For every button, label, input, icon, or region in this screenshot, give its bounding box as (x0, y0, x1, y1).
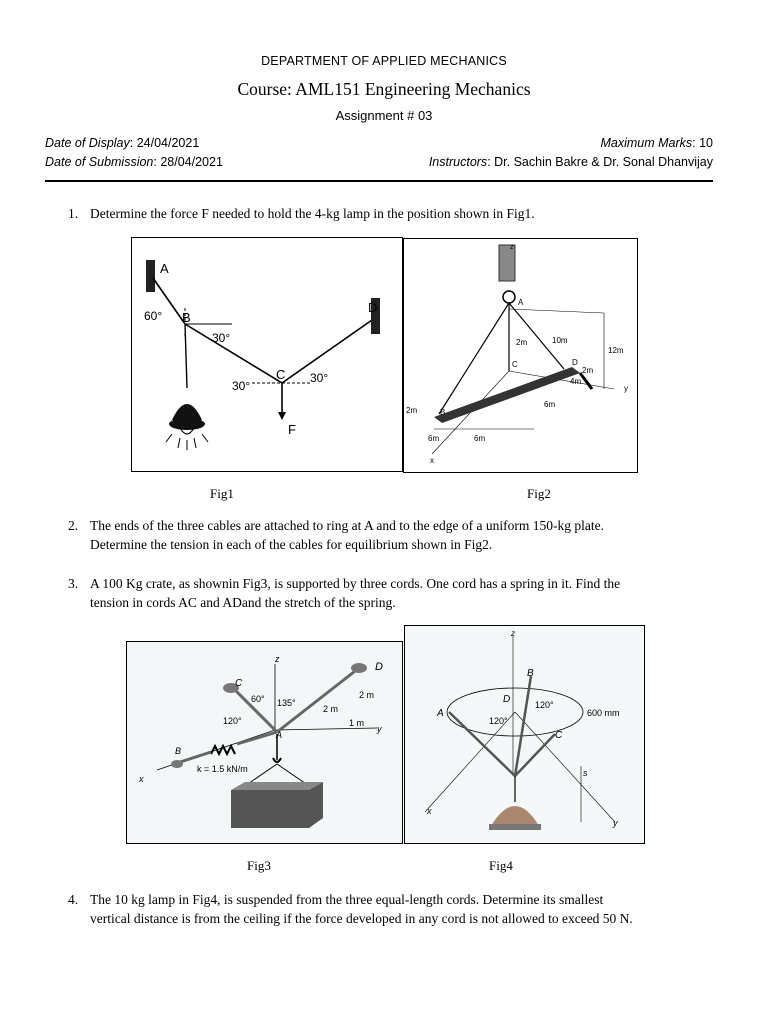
figure-4-drawing (405, 626, 644, 843)
svg-text:2m: 2m (406, 406, 418, 415)
question-1: 1. Determine the force F needed to hold the 4-kg lamp in the position shown in Fig1. (68, 206, 535, 221)
svg-text:A: A (518, 298, 524, 307)
figure-4 (404, 625, 645, 844)
svg-text:1 m: 1 m (349, 718, 365, 728)
figure-3 (126, 641, 403, 844)
instructors: Instructors: Dr. Sachin Bakre & Dr. Sonal Dhanvijay (428, 155, 713, 169)
svg-text:z: z (511, 629, 515, 638)
svg-text:D: D (572, 358, 578, 367)
svg-text:2 m: 2 m (359, 690, 375, 700)
svg-text:A: A (437, 708, 444, 719)
svg-text:z: z (510, 244, 514, 251)
svg-text:s: s (583, 768, 588, 778)
date-of-submission: Date of Submission: 28/04/2021 (45, 155, 223, 169)
svg-text:120°: 120° (489, 716, 508, 726)
question-2: 2. The ends of the three cables are attached to ring at A and to the edge of a uniform 150-kg plate. Determine the tension in each of the cables for equilibrium shown in Fig2. (68, 518, 604, 552)
svg-text:600 mm: 600 mm (587, 708, 620, 718)
fig3-caption: Fig3 (247, 858, 271, 873)
svg-text:z: z (275, 654, 280, 664)
figure-2-drawing (404, 239, 637, 472)
svg-text:y: y (613, 818, 618, 828)
svg-text:y: y (624, 384, 628, 393)
fig4-caption: Fig4 (489, 858, 513, 873)
label-30-c-left: 30° (232, 379, 251, 393)
svg-text:C: C (555, 730, 563, 741)
maximum-marks: Maximum Marks: 10 (600, 136, 713, 150)
svg-text:6m: 6m (428, 434, 440, 443)
svg-text:B: B (440, 408, 446, 417)
svg-text:x: x (430, 456, 434, 465)
label-60: 60° (144, 309, 163, 323)
svg-text:x: x (139, 774, 144, 784)
figure-2 (403, 238, 638, 473)
svg-text:2m: 2m (516, 338, 528, 347)
fig1-caption: Fig1 (210, 486, 234, 501)
figure-1-drawing (132, 238, 402, 471)
svg-text:2 m: 2 m (323, 704, 339, 714)
course-title: Course: AML151 Engineering Mechanics (237, 79, 531, 99)
label-B: B (182, 310, 191, 325)
fig2-caption: Fig2 (527, 486, 551, 501)
label-F: F (288, 422, 296, 437)
svg-text:6m: 6m (474, 434, 486, 443)
svg-text:x: x (427, 806, 432, 816)
svg-text:4m: 4m (570, 377, 582, 386)
assignment-number: Assignment # 03 (335, 108, 433, 123)
svg-text:D: D (375, 661, 383, 673)
svg-text:B: B (527, 668, 534, 679)
label-30-c-right: 30° (310, 371, 329, 385)
svg-text:B: B (175, 746, 182, 756)
header-divider (45, 180, 713, 182)
svg-text:120°: 120° (535, 700, 554, 710)
question-3: 3. A 100 Kg crate, as shownin Fig3, is supported by three cords. One cord has a spring in it. Find the tension in cords AC and ADand the stretch of the spring. (68, 576, 621, 610)
svg-text:135°: 135° (277, 698, 296, 708)
svg-text:60°: 60° (251, 694, 265, 704)
svg-text:12m: 12m (608, 346, 624, 355)
svg-text:y: y (377, 724, 382, 734)
question-4: 4. The 10 kg lamp in Fig4, is suspended from the three equal-length cords. Determine its smallest vertical distance is from the ceiling if the force developed in any cord is not allowed to exceed 50 N. (68, 892, 633, 926)
label-A: A (160, 261, 169, 276)
label-C: C (276, 367, 286, 382)
figure-3-drawing (127, 642, 402, 843)
svg-text:C: C (512, 360, 518, 369)
label-30-b: 30° (212, 331, 231, 345)
svg-text:C: C (235, 678, 243, 689)
svg-text:6m: 6m (544, 400, 556, 409)
date-of-display: Date of Display: 24/04/2021 (45, 136, 200, 150)
svg-text:D: D (503, 694, 511, 705)
svg-text:2m: 2m (582, 366, 594, 375)
svg-text:k = 1.5 kN/m: k = 1.5 kN/m (197, 764, 248, 774)
svg-text:10m: 10m (552, 336, 568, 345)
label-D: D (368, 300, 378, 315)
department-heading: DEPARTMENT OF APPLIED MECHANICS (261, 54, 507, 68)
svg-text:120°: 120° (223, 716, 242, 726)
figure-1 (131, 237, 403, 472)
svg-text:A: A (276, 730, 283, 740)
